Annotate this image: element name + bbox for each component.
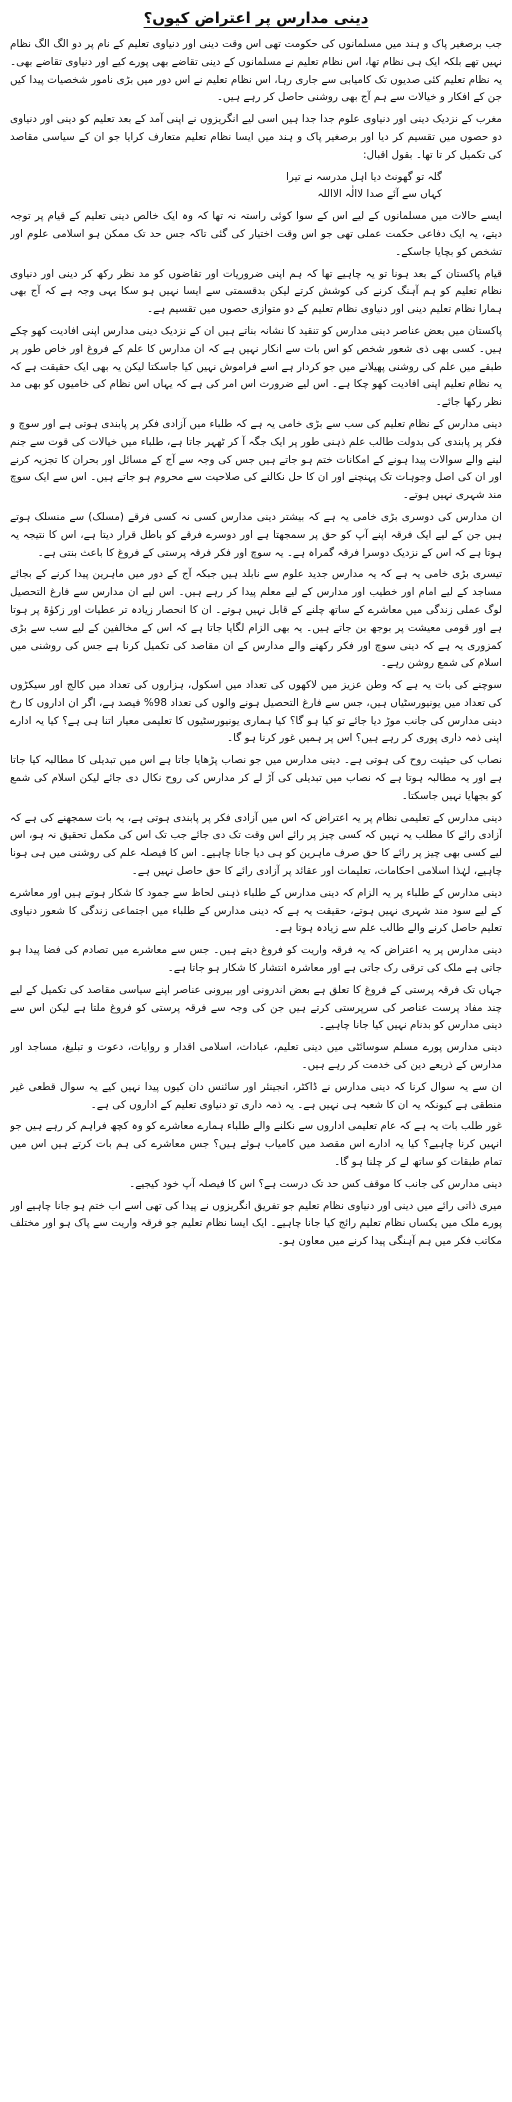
article-paragraph: نصاب کی حیثیت روح کی ہوتی ہے۔ دینی مدارس میں جو نصاب پڑھایا جاتا ہے اس میں تبدیلی کا مطالبہ کیا جاتا ہے اور یہ مطالبہ ہوتا ہے کہ نصاب میں تبدیلی کی آڑ لے کر مدارس کی روح نکال دی جائے لیکن اسلام کی شمع کو بجھایا نہیں جاسکتا۔ [10,754,502,802]
article-paragraph: ان سے یہ سوال کرنا کہ دینی مدارس نے ڈاکٹر، انجینئر اور سائنس دان کیوں پیدا نہیں کیے یہ سوال قطعی غیر منطقی ہے کیونکہ یہ ان کا شعبہ ہی نہیں ہے۔ یہ ذمہ داری تو دنیاوی تعلیم کے اداروں کی ہے۔ [10,1080,502,1111]
article-paragraph: سوچنے کی بات یہ ہے کہ وطن عزیز میں لاکھوں کی تعداد میں اسکول، ہزاروں کی تعداد میں کالج اور سیکڑوں کی تعداد میں یونیورسٹیاں ہیں، جس سے فارغ التحصیل ہونے والوں کی تعداد 98% فیصد ہے، اگر ان اداروں کا رخ دینی مدارس کی جانب موڑ دیا جائے تو کیا ہو گا؟ کیا ہماری یونیورسٹیوں کا تعلیمی معیار اتنا ہی ہے؟ کیا یہ ادارے اپنی ذمہ داری پوری کر رہے ہیں؟ اس پر ہمیں غور کرنا ہو گا۔ [10,679,502,745]
article-paragraph: دینی مدارس کی جانب کا موقف کس حد تک درست ہے؟ اس کا فیصلہ آپ خود کیجیے۔ [129,1177,502,1190]
article-paragraph: جب برصغیر پاک و ہند میں مسلمانوں کی حکومت تھی اس وقت دینی اور دنیاوی تعلیم کے نام پر دو الگ الگ نظام نہیں تھے بلکہ ایک ہی نظام تھا، اس نظام تعلیم نے مسلمانوں کے دینی تقاضے بھی پورے کیے اور دنیاوی تقاضے بھی۔ یہ نظام تعلیم کئی صدیوں تک کامیابی سے جاری رہا، اس نظام تعلیم نے اس دور میں بڑی نامور شخصیات پیدا کیں جن کے افکار و خیالات سے ہم آج بھی روشنی حاصل کر رہے ہیں۔ [10,38,502,104]
article-paragraph: جہاں تک فرقہ پرستی کے فروغ کا تعلق ہے بعض اندرونی اور بیرونی عناصر اپنے سیاسی مقاصد کی تکمیل کے لیے چند مفاد پرست عناصر کی سرپرستی کرتے ہیں جن کی وجہ سے فرقہ پرستی کو فروغ ملتا ہے لیکن اس سے دینی مدارس کو بدنام نہیں کیا جانا چاہیے۔ [10,983,502,1032]
article-paragraph: دینی مدارس پر یہ اعتراض کہ یہ فرقہ واریت کو فروغ دیتے ہیں۔ جس سے معاشرے میں تصادم کی فضا پیدا ہو جاتی ہے ملک کی ترقی رک جاتی ہے اور معاشرہ انتشار کا شکار ہو جاتا ہے۔ [10,944,502,975]
verse-line: کہاں سے آئے صدا لاالٰہ الااللہ [317,188,442,201]
article-paragraph: پاکستان میں بعض عناصر دینی مدارس کو تنقید کا نشانہ بناتے ہیں ان کے نزدیک دینی مدارس اپنی افادیت کھو چکے ہیں۔ کسی بھی ذی شعور شخص کو اس بات سے انکار نہیں ہے کہ ان مدارس کا علم کے فروغ اور خاص طور پر طبقے میں علم کی روشنی پھیلانے میں جو کردار ہے اسے فراموش نہیں کیا جاسکتا لیکن یہ بھی ایک حقیقت ہے کہ یہ نظام تعلیم اپنی افادیت کھو چکا ہے۔ اس لیے ضرورت اس امر کی ہے کہ یہاں اس نظام کی خامیوں کو بھی مد نظر رکھا جائے۔ [10,324,502,409]
verse-line: گلہ تو گھونٹ دیا اہل مدرسہ نے تیرا [285,170,442,183]
article-paragraph: قیام پاکستان کے بعد ہونا تو یہ چاہیے تھا کہ ہم اپنی ضروریات اور تقاضوں کو مد نظر رکھ کر دینی اور دنیاوی نظام تعلیم کو ہم آہنگ کرنے کی کوشش کرتے لیکن بدقسمتی سے ایسا نہیں ہو سکا یہی وجہ ہے کہ آج بھی ہمارا نظام تعلیم دینی اور دنیاوی نظام تعلیم کے دو متوازی حصوں میں تقسیم ہے۔ [10,267,502,316]
article-paragraph: ایسے حالات میں مسلمانوں کے لیے اس کے سوا کوئی راستہ نہ تھا کہ وہ ایک خالص دینی تعلیم کے قیام پر توجہ دیتے، یہ ایک دفاعی حکمت عملی تھی جو اس وقت اختیار کی گئی تاکہ جس حد تک ممکن ہو اسلامی علوم اور تشخص کو بچایا جاسکے۔ [10,210,502,258]
article-paragraph: تیسری بڑی خامی یہ ہے کہ یہ مدارس جدید علوم سے نابلد ہیں جبکہ آج کے دور میں ماہرین پیدا کرنے کے بجائے مساجد کے لیے امام اور خطیب اور مدارس کے لیے معلم پیدا کر رہے ہیں۔ اس لیے ان مدارس سے فارغ التحصیل لوگ عملی زندگی میں معاشرے کے ساتھ چلنے کے قابل نہیں ہوتے۔ ان کا انحصار زیادہ تر عطیات اور زکوٰۃ پر ہوتا ہے اور قومی معیشت پر بوجھ بن جاتے ہیں۔ یہ بھی الزام لگایا جاتا ہے کہ اس کے مخالفین کے لیے سب سے بڑی کمزوری یہ ہے کہ دینی سوچ اور فکر رکھنے والے مدارس کے ان مقاصد کی تکمیل کرنا ہے جس کی روشنی میں اسلام کی شمع روشن رہے۔ [10,568,502,670]
article-paragraph: میری ذاتی رائے میں دینی اور دنیاوی نظام تعلیم جو تفریق انگریزوں نے پیدا کی تھی اسے اب ختم ہو جانا چاہیے اور پورے ملک میں یکساں نظام تعلیم رائج کیا جانا چاہیے۔ ایک ایسا نظام تعلیم جو فرقہ واریت سے پاک ہو اور مختلف مکاتب فکر میں ہم آہنگی پیدا کرنے میں معاون ہو۔ [10,1199,502,1248]
article-body [10,36,502,2098]
article-paragraph: دینی مدارس کے تعلیمی نظام پر یہ اعتراض کہ اس میں آزادی فکر پر پابندی ہوتی ہے، یہ بات سمجھنے کی ہے کہ آزادی رائے کا مطلب یہ نہیں کہ کسی چیز پر رائے اس وقت تک دی جائے جب تک اس کی مکمل تحقیق نہ ہو، اس لیے کسی بھی چیز پر رائے کا حق صرف ماہرین کو ہی دیا جانا چاہیے۔ اس کا فیصلہ علم کی روشنی میں ہی ہونا چاہیے، لہٰذا اسلامی احکامات، تعلیمات اور عقائد پر آزادی رائے کا حق حاصل نہیں ہے۔ [10,811,502,878]
article-paragraph: دینی مدارس پورے مسلم سوسائٹی میں دینی تعلیم، عبادات، اسلامی اقدار و روایات، دعوت و تبلیغ، مساجد اور مدارس کے ذریعے دین کی خدمت کر رہے ہیں۔ [10,1041,502,1072]
poetry-verse [10,169,502,205]
article-paragraph: ان مدارس کی دوسری بڑی خامی یہ ہے کہ بیشتر دینی مدارس کسی نہ کسی فرقے (مسلک) سے منسلک ہوتے ہیں جن کے لیے ایک فرقہ اپنے آپ کو حق پر سمجھتا ہے اور دوسرے فرقے کو باطل قرار دیتا ہے، اس کا نتیجہ یہ ہوتا ہے کہ اس کے نزدیک دوسرا فرقہ گمراہ ہے۔ یہ سوچ اور فکر فرقہ پرستی کے فروغ کا باعث بنتی ہے۔ [10,510,502,559]
article-paragraph: غور طلب بات یہ ہے کہ عام تعلیمی اداروں سے نکلنے والے طلباء ہمارے معاشرے کو وہ کچھ فراہم کر رہے ہیں جو انہیں کرنا چاہیے؟ کیا یہ ادارے اس مقصد میں کامیاب ہوئے ہیں؟ جس معاشرے کی ہم بات کرتے ہیں اس میں تمام طبقات کو ساتھ لے کر چلنا ہو گا۔ [10,1120,502,1169]
article-paragraph: دینی مدارس کے طلباء پر یہ الزام کہ دینی مدارس کے طلباء ذہنی لحاظ سے جمود کا شکار ہوتے ہیں اور معاشرے کے لیے سود مند شہری نہیں ہوتے، حقیقت یہ ہے کہ دینی مدارس کے طلباء میں اجتماعی زندگی کا شعور دنیاوی تعلیم حاصل کرنے والے طالب علم سے زیادہ ہوتا ہے۔ [10,886,502,935]
article-paragraph: دینی مدارس کے نظام تعلیم کی سب سے بڑی خامی یہ ہے کہ طلباء میں آزادی فکر پر پابندی ہوتی ہے اور سوچ و فکر پر پابندی کی بدولت طالب علم ذہنی طور پر ایک جگہ آ کر ٹھہر جاتا ہے، طلباء میں خیالات کی قوت سے جنم لینے والے سوالات پیدا ہونے کے امکانات ختم ہو جاتے ہیں جس کی وجہ سے آج کے مسائل اور بحران کا تجزیہ کرنے اور ان کی اصل وجوہات تک پہنچنے اور ان کا حل نکالنے کی صلاحیت سے محروم ہو جاتے ہیں۔ اس سے ایک سوچ مند شہری نہیں ہوتے۔ [10,417,502,502]
article-paragraph: مغرب کے نزدیک دینی اور دنیاوی علوم جدا جدا ہیں اسی لیے انگریزوں نے اپنی آمد کے بعد تعلیم کو دینی اور دنیاوی دو حصوں میں تقسیم کر دیا اور برصغیر پاک و ہند میں ایسا نظام تعلیم متعارف کرایا جو ان کے سیاسی مقاصد کی تکمیل کر تا تھا۔ بقول اقبال: [10,113,502,161]
article-title: دینی مدارس پر اعتراض کیوں؟ [143,9,369,27]
